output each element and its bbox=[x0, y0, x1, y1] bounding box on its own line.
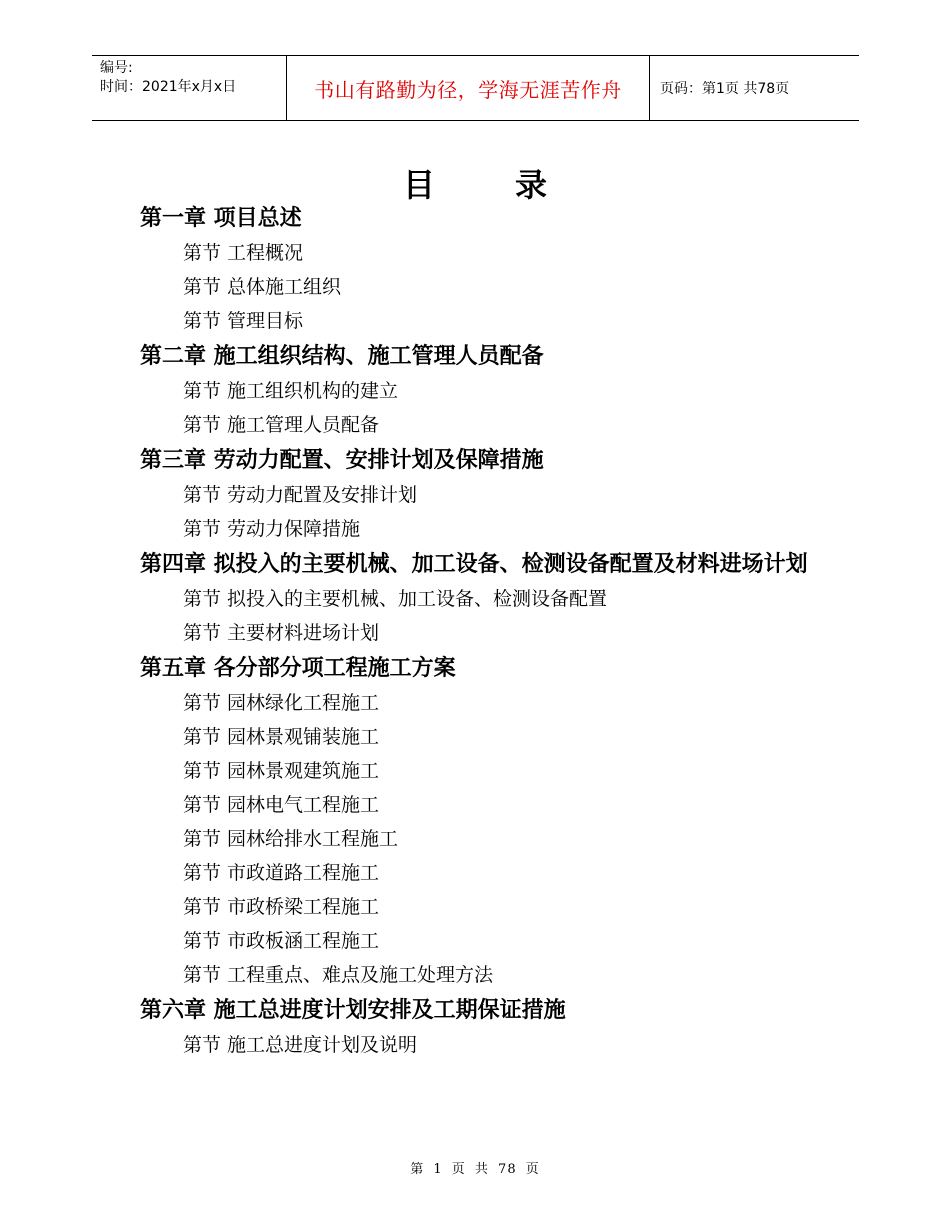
motto: 书山有路勤为径，学海无涯苦作舟 bbox=[287, 56, 650, 120]
toc-section[interactable]: 第节 劳动力配置及安排计划 bbox=[183, 484, 418, 506]
toc-chapter[interactable]: 第四章 拟投入的主要机械、加工设备、检测设备配置及材料进场计划 bbox=[140, 552, 808, 577]
toc-section[interactable]: 第节 主要材料进场计划 bbox=[183, 622, 380, 644]
toc-section[interactable]: 第节 总体施工组织 bbox=[183, 276, 342, 298]
toc-chapter[interactable]: 第二章 施工组织结构、施工管理人员配备 bbox=[140, 344, 544, 369]
page-header bbox=[92, 55, 859, 121]
page-title: 目录 bbox=[402, 166, 627, 204]
toc-section[interactable]: 第节 园林景观铺装施工 bbox=[183, 726, 380, 748]
page-footer: 第 1 页 共 78 页 bbox=[410, 1162, 540, 1177]
header-page-info: 页码：第1页 共78页 bbox=[660, 81, 790, 97]
toc-section[interactable]: 第节 工程重点、难点及施工处理方法 bbox=[183, 964, 494, 986]
toc-chapter[interactable]: 第三章 劳动力配置、安排计划及保障措施 bbox=[140, 448, 544, 473]
toc-section[interactable]: 第节 市政桥梁工程施工 bbox=[183, 896, 380, 918]
time-label: 时间：2021年x月x日 bbox=[100, 79, 237, 95]
toc-section[interactable]: 第节 施工管理人员配备 bbox=[183, 414, 380, 436]
toc-section[interactable]: 第节 市政道路工程施工 bbox=[183, 862, 380, 884]
toc-section[interactable]: 第节 园林给排水工程施工 bbox=[183, 828, 399, 850]
toc-section[interactable]: 第节 管理目标 bbox=[183, 310, 304, 332]
toc-chapter[interactable]: 第六章 施工总进度计划安排及工期保证措施 bbox=[140, 998, 566, 1023]
toc-section[interactable]: 第节 施工组织机构的建立 bbox=[183, 380, 399, 402]
toc-section[interactable]: 第节 园林电气工程施工 bbox=[183, 794, 380, 816]
toc-section[interactable]: 第节 园林景观建筑施工 bbox=[183, 760, 380, 782]
toc-section[interactable]: 第节 施工总进度计划及说明 bbox=[183, 1034, 418, 1056]
toc-chapter[interactable]: 第五章 各分部分项工程施工方案 bbox=[140, 656, 456, 681]
toc-section[interactable]: 第节 工程概况 bbox=[183, 242, 304, 264]
table-of-contents bbox=[140, 200, 820, 1062]
toc-section[interactable]: 第节 园林绿化工程施工 bbox=[183, 692, 380, 714]
toc-section[interactable]: 第节 拟投入的主要机械、加工设备、检测设备配置 bbox=[183, 588, 608, 610]
code-label: 编号: bbox=[100, 60, 133, 76]
toc-section[interactable]: 第节 劳动力保障措施 bbox=[183, 518, 361, 540]
toc-section[interactable]: 第节 市政板涵工程施工 bbox=[183, 930, 380, 952]
header-meta bbox=[92, 56, 287, 120]
toc-chapter[interactable]: 第一章 项目总述 bbox=[140, 206, 302, 231]
